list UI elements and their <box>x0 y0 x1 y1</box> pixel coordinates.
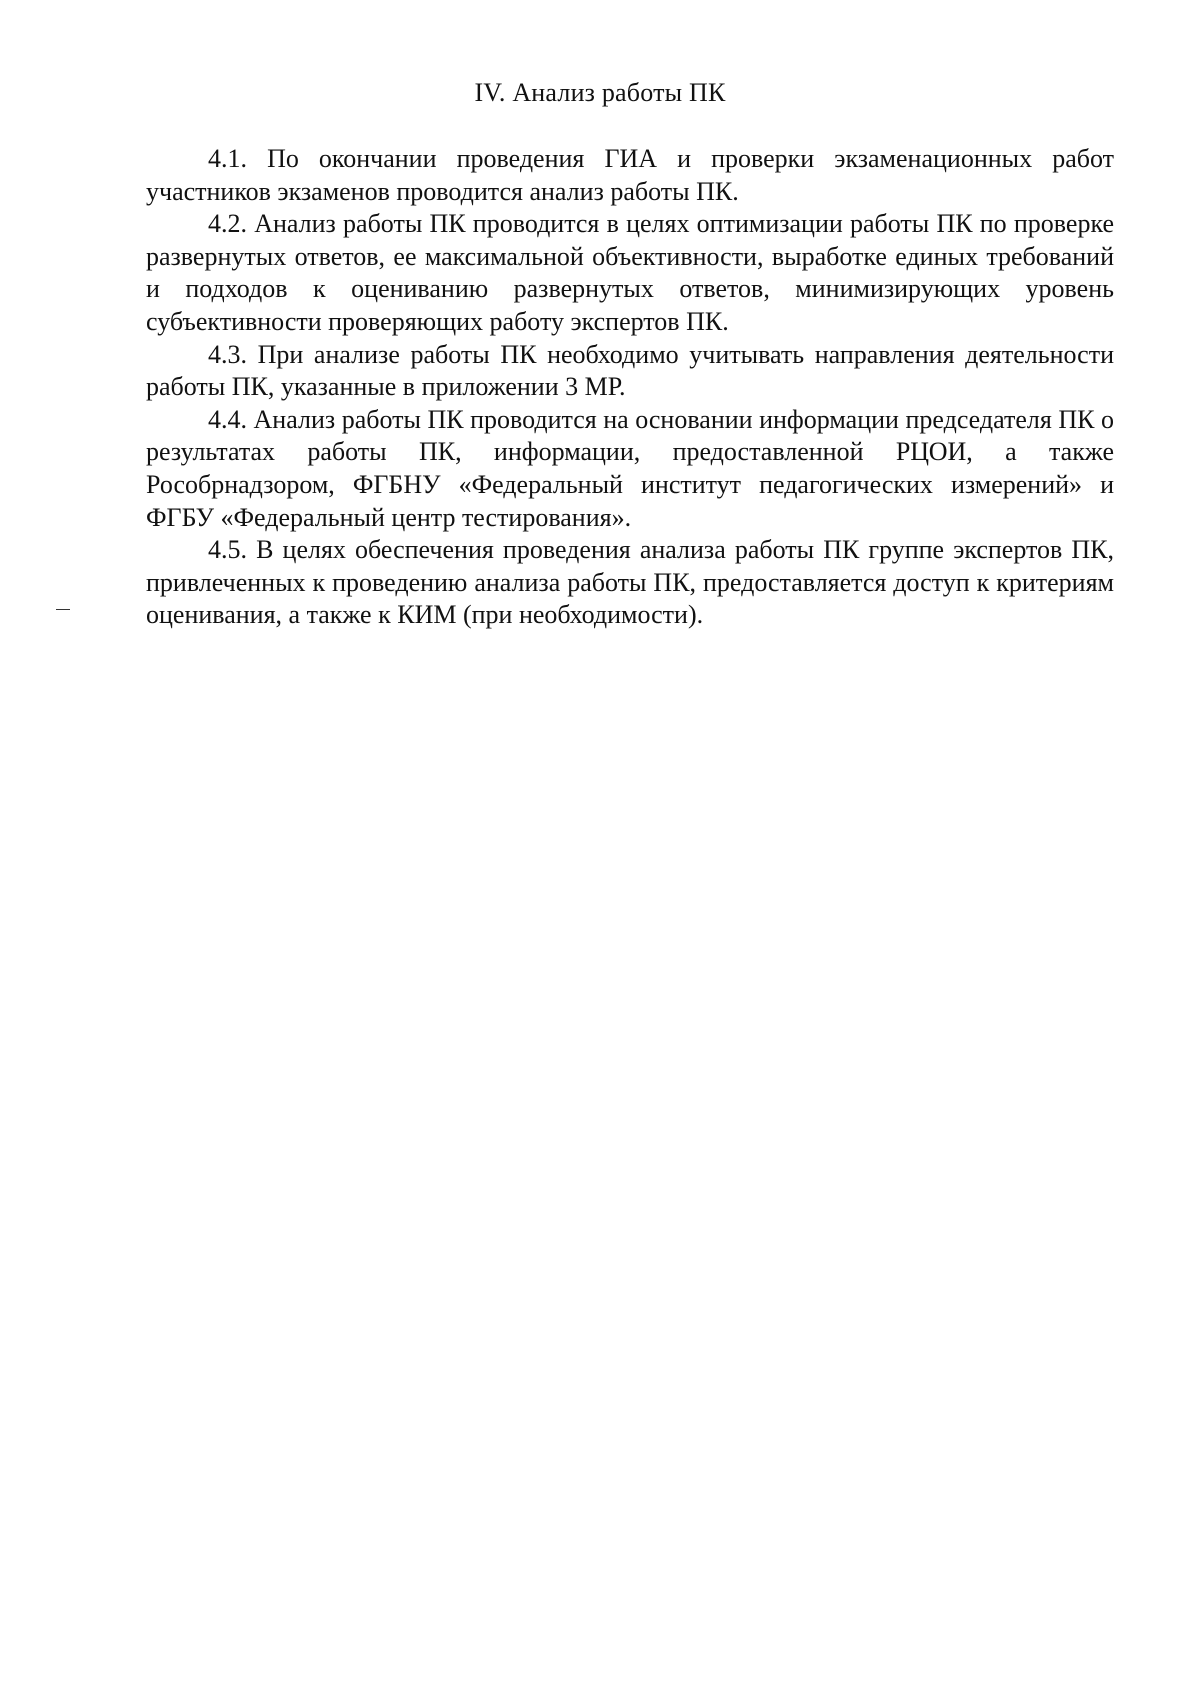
paragraph-4-3: 4.3. При анализе работы ПК необходимо учитывать направления деятельности работы ПК, указанные в приложении 3 МР. <box>146 339 1114 402</box>
document-body <box>146 143 1114 632</box>
section-title: IV. Анализ работы ПК <box>474 78 726 107</box>
margin-scan-mark <box>56 608 70 611</box>
paragraph-4-1: 4.1. По окончании проведения ГИА и проверки экзаменационных работ участников экзаменов проводится анализ работы ПК. <box>146 144 1114 206</box>
paragraph-4-2: 4.2. Анализ работы ПК проводится в целях оптимизации работы ПК по проверке развернутых ответов, ее максимальной объективности, выработке единых требований и подходов к оцениванию развернутых ответов, минимизирующих уровень субъективности проверяющих работу экспертов ПК. <box>146 209 1114 336</box>
paragraph-4-5: 4.5. В целях обеспечения проведения анализа работы ПК группе экспертов ПК, привлеченных к проведению анализа работы ПК, предоставляется доступ к критериям оценивания, а также к КИМ (при необходимости). <box>146 535 1114 630</box>
paragraph-4-4: 4.4. Анализ работы ПК проводится на основании информации председателя ПК о результатах работы ПК, информации, предоставленной РЦОИ, а также Рособрнадзором, ФГБНУ «Федеральный институт педагогических измерений» и ФГБУ «Федеральный центр тестирования». <box>146 404 1114 532</box>
